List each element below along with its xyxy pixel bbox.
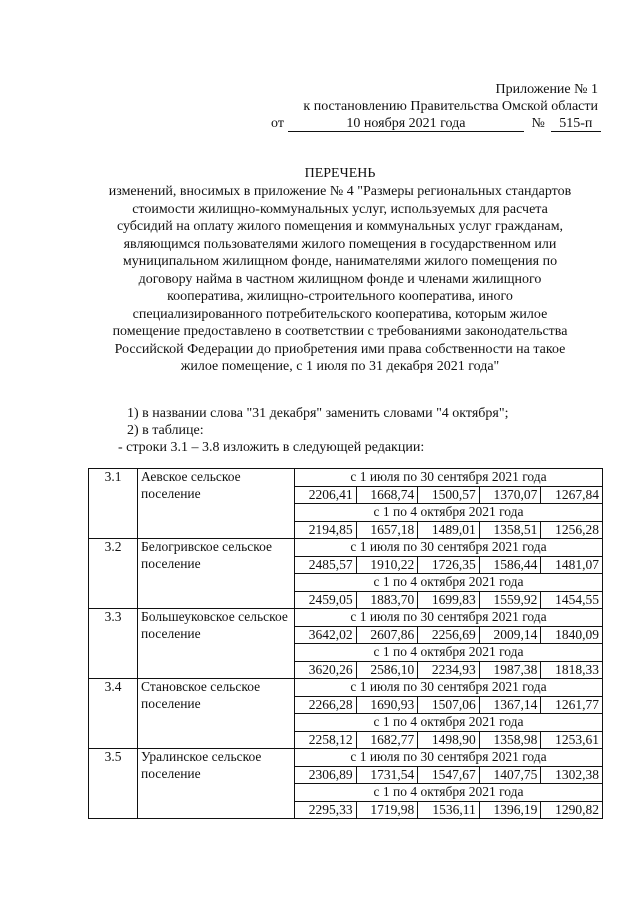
value-cell: 2206,41 [295, 486, 357, 504]
value-cell: 2306,89 [295, 766, 357, 784]
value-cell: 1358,98 [479, 731, 541, 749]
value-cell: 1267,84 [541, 486, 603, 504]
subtitle-line: жилое помещение, с 1 июля по 31 декабря 2021 года" [180, 359, 500, 374]
period-label: с 1 июля по 30 сентября 2021 года [295, 539, 603, 557]
value-cell: 1407,75 [479, 766, 541, 784]
subtitle-line: муниципальном жилищном фонде, нанимателями жилого помещения по [122, 254, 558, 269]
value-cell: 1987,38 [479, 661, 541, 679]
value-cell: 1910,22 [356, 556, 418, 574]
value-cell: 1396,19 [479, 801, 541, 819]
subtitle-line: изменений, вносимых в приложение № 4 "Размеры региональных стандартов [108, 184, 572, 199]
value-cell: 1507,06 [418, 696, 480, 714]
value-cell: 1302,38 [541, 766, 603, 784]
value-cell: 1731,54 [356, 766, 418, 784]
value-cell: 1668,74 [356, 486, 418, 504]
value-cell: 1726,35 [418, 556, 480, 574]
table-row [89, 679, 603, 697]
list-title: ПЕРЕЧЕНЬ [304, 166, 376, 181]
value-cell: 1536,11 [418, 801, 480, 819]
instruction-item-1: 1) в названии слова "31 декабря" заменить словами "4 октября"; [127, 406, 509, 421]
instruction-item-2: 2) в таблице: [127, 423, 204, 438]
value-cell: 1261,77 [541, 696, 603, 714]
value-cell: 1290,82 [541, 801, 603, 819]
value-cell: 2485,57 [295, 556, 357, 574]
value-cell: 1367,14 [479, 696, 541, 714]
value-cell: 1454,55 [541, 591, 603, 609]
number-value: 515-п [551, 116, 601, 132]
subtitle-line: субсидий на оплату жилого помещения и коммунальных услуг гражданам, [116, 219, 564, 234]
value-cell: 1840,09 [541, 626, 603, 644]
period-label: с 1 по 4 октября 2021 года [295, 784, 603, 802]
value-cell: 1559,92 [479, 591, 541, 609]
value-cell: 2459,05 [295, 591, 357, 609]
row-number: 3.3 [89, 609, 138, 679]
value-cell: 3620,26 [295, 661, 357, 679]
table-row [89, 609, 603, 627]
value-cell: 2586,10 [356, 661, 418, 679]
appendix-reference: к постановлению Правительства Омской области [303, 99, 598, 114]
appendix-title: Приложение № 1 [495, 82, 598, 97]
value-cell: 2607,86 [356, 626, 418, 644]
value-cell: 3642,02 [295, 626, 357, 644]
subtitle-line: договору найма в частном жилищном фонде и членами жилищного [138, 271, 542, 287]
value-cell: 2295,33 [295, 801, 357, 819]
subtitle-line: помещение предоставлено в соответствии с требованиями законодательства [112, 324, 568, 339]
date-value: 10 ноября 2021 года [288, 116, 524, 132]
value-cell: 1500,57 [418, 486, 480, 504]
value-cell: 1690,93 [356, 696, 418, 714]
value-cell: 1489,01 [418, 521, 480, 539]
value-cell: 1682,77 [356, 731, 418, 749]
settlement-name: Становское сельское поселение [138, 679, 295, 749]
table-row [89, 749, 603, 767]
value-cell: 1256,28 [541, 521, 603, 539]
row-number: 3.1 [89, 469, 138, 539]
period-label: с 1 по 4 октября 2021 года [295, 504, 603, 522]
value-cell: 1253,61 [541, 731, 603, 749]
value-cell: 2256,69 [418, 626, 480, 644]
instruction-item-3: - строки 3.1 – 3.8 изложить в следующей редакции: [118, 440, 425, 455]
value-cell: 2266,28 [295, 696, 357, 714]
row-number: 3.5 [89, 749, 138, 819]
settlement-name: Аевское сельское поселение [138, 469, 295, 539]
value-cell: 2009,14 [479, 626, 541, 644]
subtitle-line: являющимся пользователями жилого помещения в государственном или [123, 236, 557, 252]
subtitle-line: кооператива, жилищно-строительного кооператива, иного [167, 289, 513, 304]
standards-table [88, 468, 603, 819]
period-label: с 1 июля по 30 сентября 2021 года [295, 609, 603, 627]
value-cell: 1547,67 [418, 766, 480, 784]
value-cell: 1699,83 [418, 591, 480, 609]
value-cell: 2234,93 [418, 661, 480, 679]
row-number: 3.2 [89, 539, 138, 609]
value-cell: 1586,44 [479, 556, 541, 574]
date-prefix: от [271, 116, 284, 131]
subtitle-line: специализированного потребительского кооператива, которым жилое [132, 306, 548, 322]
settlement-name: Уралинское сельское поселение [138, 749, 295, 819]
value-cell: 1818,33 [541, 661, 603, 679]
table-row [89, 539, 603, 557]
value-cell: 2258,12 [295, 731, 357, 749]
value-cell: 2194,85 [295, 521, 357, 539]
period-label: с 1 по 4 октября 2021 года [295, 714, 603, 732]
value-cell: 1358,51 [479, 521, 541, 539]
period-label: с 1 июля по 30 сентября 2021 года [295, 469, 603, 487]
value-cell: 1657,18 [356, 521, 418, 539]
table-row [89, 469, 603, 487]
subtitle-line: Российской Федерации до приобретения ими права собственности на такое [114, 341, 566, 357]
instruction-list [118, 405, 508, 456]
value-cell: 1719,98 [356, 801, 418, 819]
settlement-name: Большеуковское сельское поселение [138, 609, 295, 679]
period-label: с 1 июля по 30 сентября 2021 года [295, 749, 603, 767]
list-subtitle [80, 183, 600, 376]
value-cell: 1481,07 [541, 556, 603, 574]
value-cell: 1370,07 [479, 486, 541, 504]
appendix-date-line [271, 115, 601, 132]
period-label: с 1 по 4 октября 2021 года [295, 574, 603, 592]
number-prefix: № [531, 116, 545, 131]
period-label: с 1 июля по 30 сентября 2021 года [295, 679, 603, 697]
settlement-name: Белогривское сельское поселение [138, 539, 295, 609]
period-label: с 1 по 4 октября 2021 года [295, 644, 603, 662]
row-number: 3.4 [89, 679, 138, 749]
value-cell: 1498,90 [418, 731, 480, 749]
subtitle-line: стоимости жилищно-коммунальных услуг, используемых для расчета [132, 201, 548, 217]
value-cell: 1883,70 [356, 591, 418, 609]
